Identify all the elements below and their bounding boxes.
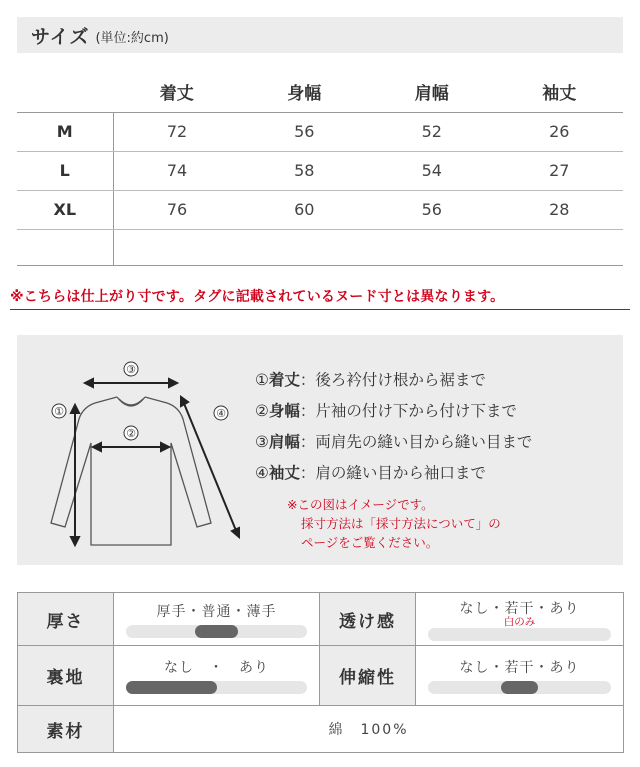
column-header-width: 身幅 <box>241 72 369 112</box>
item-term: 身幅 <box>268 402 300 420</box>
spec-material-value: 綿 100% <box>114 706 624 753</box>
marker-shoulder: ③ <box>126 363 136 376</box>
table-cell: 27 <box>496 151 624 190</box>
table-row <box>18 593 624 646</box>
marker-length: ① <box>54 405 64 418</box>
spec-transparency <box>416 593 624 646</box>
spec-label-stretch: 伸縮性 <box>320 646 416 706</box>
measurement-list <box>255 365 532 489</box>
size-label: L <box>17 151 113 190</box>
measurement-item <box>255 458 532 489</box>
item-term: 着丈 <box>268 371 300 389</box>
item-number: ① <box>255 371 269 389</box>
spec-options: なし・若干・あり <box>459 600 580 617</box>
spec-label-thickness: 厚さ <box>18 593 114 646</box>
table-cell <box>113 229 241 265</box>
table-cell: 60 <box>241 190 369 229</box>
size-header <box>17 17 623 53</box>
table-row <box>17 229 623 265</box>
size-title: サイズ <box>31 25 90 48</box>
spec-table <box>17 592 624 753</box>
spec-options: 厚手・普通・薄手 <box>156 603 277 620</box>
size-table-header-row <box>17 72 623 112</box>
level-bar-fill <box>126 681 217 694</box>
table-row <box>18 706 624 753</box>
finished-size-notice: ※こちらは仕上がり寸です。タグに記載されているヌード寸とは異なります。 <box>10 286 630 310</box>
level-bar-fill <box>195 625 238 638</box>
level-bar-track <box>126 681 307 694</box>
table-row <box>17 190 623 229</box>
diagram-note <box>287 495 501 552</box>
spec-lining <box>114 646 320 706</box>
size-label <box>17 229 113 265</box>
spec-label-lining: 裏地 <box>18 646 114 706</box>
column-header-length: 着丈 <box>113 72 241 112</box>
size-table <box>17 72 623 266</box>
table-cell: 76 <box>113 190 241 229</box>
measurement-guide <box>17 335 623 565</box>
column-header-blank <box>17 72 113 112</box>
item-number: ③ <box>255 433 269 451</box>
column-header-shoulder: 肩幅 <box>368 72 496 112</box>
table-cell <box>496 229 624 265</box>
note-line: 採寸方法は「採寸方法について」の <box>301 516 501 531</box>
marker-chest: ② <box>126 427 136 440</box>
item-description: ：後ろ衿付け根から裾まで <box>299 371 486 389</box>
item-term: 袖丈 <box>268 464 300 482</box>
item-number: ② <box>255 402 269 420</box>
table-cell: 56 <box>368 190 496 229</box>
level-bar-track <box>428 628 611 641</box>
table-cell: 72 <box>113 112 241 151</box>
table-cell: 58 <box>241 151 369 190</box>
table-row <box>17 112 623 151</box>
table-cell: 52 <box>368 112 496 151</box>
measurement-item <box>255 365 532 396</box>
note-line: ※この図はイメージです。 <box>287 497 434 512</box>
size-label: XL <box>17 190 113 229</box>
level-bar-track <box>428 681 611 694</box>
measurement-item <box>255 427 532 458</box>
size-label: M <box>17 112 113 151</box>
spec-stretch <box>416 646 624 706</box>
table-cell: 56 <box>241 112 369 151</box>
spec-label-material: 素材 <box>18 706 114 753</box>
shirt-diagram <box>31 355 251 550</box>
note-line: ページをご覧ください。 <box>301 535 439 550</box>
spec-label-transparency: 透け感 <box>320 593 416 646</box>
level-bar-track <box>126 625 307 638</box>
level-bar-fill <box>501 681 538 694</box>
item-number: ④ <box>255 464 269 482</box>
table-row <box>18 646 624 706</box>
marker-sleeve: ④ <box>216 407 226 420</box>
table-cell: 54 <box>368 151 496 190</box>
table-cell <box>368 229 496 265</box>
table-cell: 26 <box>496 112 624 151</box>
spec-options: なし・若干・あり <box>459 660 580 676</box>
spec-options: なし ・ あり <box>164 660 269 676</box>
item-description: ：両肩先の縫い目から縫い目まで <box>299 433 533 451</box>
table-row <box>17 151 623 190</box>
table-cell: 28 <box>496 190 624 229</box>
measurement-item <box>255 396 532 427</box>
table-cell <box>241 229 369 265</box>
item-description: ：片袖の付け下から付け下まで <box>299 402 517 420</box>
item-description: ：肩の縫い目から袖口まで <box>299 464 486 482</box>
item-term: 肩幅 <box>268 433 300 451</box>
spec-sub-note: 白のみ <box>503 615 536 628</box>
column-header-sleeve: 袖丈 <box>496 72 624 112</box>
table-cell: 74 <box>113 151 241 190</box>
spec-thickness <box>114 593 320 646</box>
size-unit: (単位:約cm) <box>95 31 169 46</box>
